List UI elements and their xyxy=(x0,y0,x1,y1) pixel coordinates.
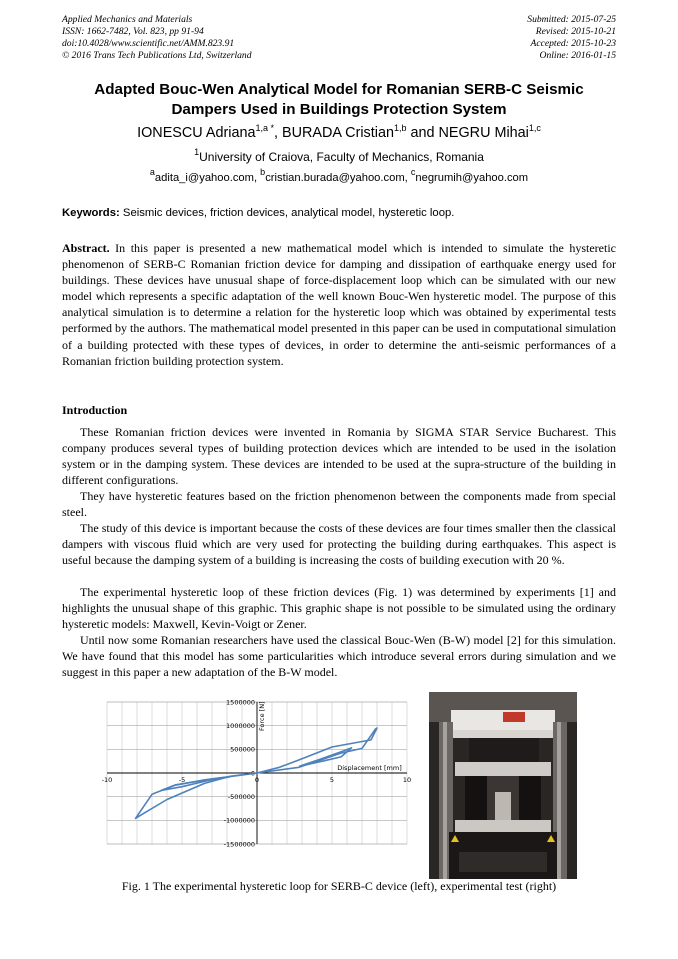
y-tick-label: 500000 xyxy=(230,745,255,754)
header-accepted: Accepted: 2015-10-23 xyxy=(530,38,616,49)
author-separator: , xyxy=(274,125,282,141)
intro-paragraph: Until now some Romanian researchers have used the classical Bouc-Wen (B-W) model [2] for this simulation. We have found that this model has some particularities which introduce several errors during simulation and we suggest in this paper a new adaptation of the B-W model. xyxy=(62,633,616,680)
affiliation-mark: 1 xyxy=(194,147,200,157)
intro-paragraph: The study of this device is important because the costs of these devices are four times smaller then the classical dampers with viscous fluid which are very used for protecting the building during earthquakes. This aspect is useful because the damping system of a building is increasing the costs of building execution with 20 %. xyxy=(62,521,616,568)
title-line-2: Dampers Used in Buildings Protection System xyxy=(171,101,507,118)
header-issn: ISSN: 1662-7482, Vol. 823, pp 91-94 xyxy=(62,26,204,37)
intro-paragraph: These Romanian friction devices were invented in Romania by SIGMA STAR Service Bucharest. This company produces several types of building protection devices which are intended to be used in the isolation system or in the damping system. These devices are intended to be used at the supra-structure of the building in different configurations. xyxy=(62,425,616,488)
affiliation xyxy=(62,149,616,165)
title-line-1: Adapted Bouc-Wen Analytical Model for Romanian SERB-C Seismic xyxy=(94,81,584,98)
brand-plate xyxy=(503,712,525,722)
affiliation-text: University of Craiova, Faculty of Mechanics, Romania xyxy=(199,150,484,164)
y-tick-label: 1500000 xyxy=(226,698,255,707)
keywords xyxy=(62,205,616,221)
x-tick-label: 10 xyxy=(402,776,412,784)
abstract-text: In this paper is presented a new mathematical model which is intended to simulate the hysteretic phenomenon of SERB-C Romanian friction device for damping and dissipation of earthquake energy used for buildings. These devices have unusual shape of force-displacement loop which can be simulated with our new model which represents a specific adaptation of the well known Bouc-Wen hysteretic model. The purpose of this analytical simulation is to determine a relation for the hysteretic loop which was obtained by experimental tests performed by the authors. The mathematical model presented in this paper can be used in computational simulation of a building protected with these types of devices, in order to determine the anti-seismic performances of a Romanian friction building protection system. xyxy=(62,241,616,368)
intro-paragraph: The experimental hysteretic loop of these friction devices (Fig. 1) was determined by experiments [1] and highlights the unusual shape of this graphic. This graphic shape is not possible to be simulated using the ordinary hysteretic models: Maxwell, Kevin-Voigt or Zener. xyxy=(62,585,616,632)
x-axis-label: Displacement [mm] xyxy=(337,764,402,772)
author-affil-mark: 1,c xyxy=(528,123,541,133)
email-link[interactable]: adita_i@yahoo.com, xyxy=(154,172,261,184)
header-doi: doi:10.4028/www.scientific.net/AMM.823.91 xyxy=(62,38,235,49)
experimental-test-photo xyxy=(429,692,577,879)
hysteretic-loop-chart xyxy=(94,694,419,879)
section-heading-introduction: Introduction xyxy=(62,403,128,417)
paper-title xyxy=(62,80,616,120)
email-link[interactable]: negrumih@yahoo.com xyxy=(415,172,529,184)
author-name: NEGRU Mihai xyxy=(438,125,529,141)
abstract xyxy=(62,240,616,369)
x-tick-label: -10 xyxy=(101,776,113,784)
email-mark: b xyxy=(260,167,266,177)
x-tick-label: -5 xyxy=(178,776,186,784)
abstract-label: Abstract. xyxy=(62,241,110,255)
header-online: Online: 2016-01-15 xyxy=(539,50,616,61)
journal-header xyxy=(62,14,616,62)
y-axis-label: Force [N] xyxy=(258,701,266,731)
author-name: IONESCU Adriana xyxy=(137,125,256,141)
y-tick-label: -1000000 xyxy=(223,816,255,825)
x-tick-label: 5 xyxy=(329,776,335,784)
keywords-label: Keywords: xyxy=(62,207,120,219)
header-copyright: © 2016 Trans Tech Publications Ltd, Switzerland xyxy=(62,50,252,61)
header-journal: Applied Mechanics and Materials xyxy=(62,14,193,25)
author-separator: and xyxy=(406,125,439,141)
header-revised: Revised: 2015-10-21 xyxy=(535,26,616,37)
y-tick-label: 1000000 xyxy=(226,721,255,730)
email-mark: a xyxy=(149,167,155,177)
y-tick-label: -1500000 xyxy=(223,840,255,849)
email-link[interactable]: cristian.burada@yahoo.com, xyxy=(265,172,411,184)
keywords-text: Seismic devices, friction devices, analytical model, hysteretic loop. xyxy=(119,207,455,219)
figure-caption: Fig. 1 The experimental hysteretic loop for SERB-C device (left), experimental test (right) xyxy=(121,879,557,893)
testing-machine-illustration xyxy=(429,692,577,879)
y-tick-label: -500000 xyxy=(227,792,255,801)
author-emails xyxy=(62,167,616,186)
email-mark: c xyxy=(410,167,416,177)
intro-paragraph: They have hysteretic features based on the friction phenomenon between the components made from special steel. xyxy=(62,489,616,520)
y-tick-label: 0 xyxy=(250,769,255,778)
author-list xyxy=(62,124,616,142)
author-affil-mark: 1,a * xyxy=(255,123,274,133)
header-submitted: Submitted: 2015-07-25 xyxy=(527,14,616,25)
author-affil-mark: 1,b xyxy=(393,123,407,133)
x-tick-label: 0 xyxy=(254,776,260,784)
author-name: BURADA Cristian xyxy=(282,125,394,141)
hysteresis-loop-line xyxy=(161,777,230,791)
